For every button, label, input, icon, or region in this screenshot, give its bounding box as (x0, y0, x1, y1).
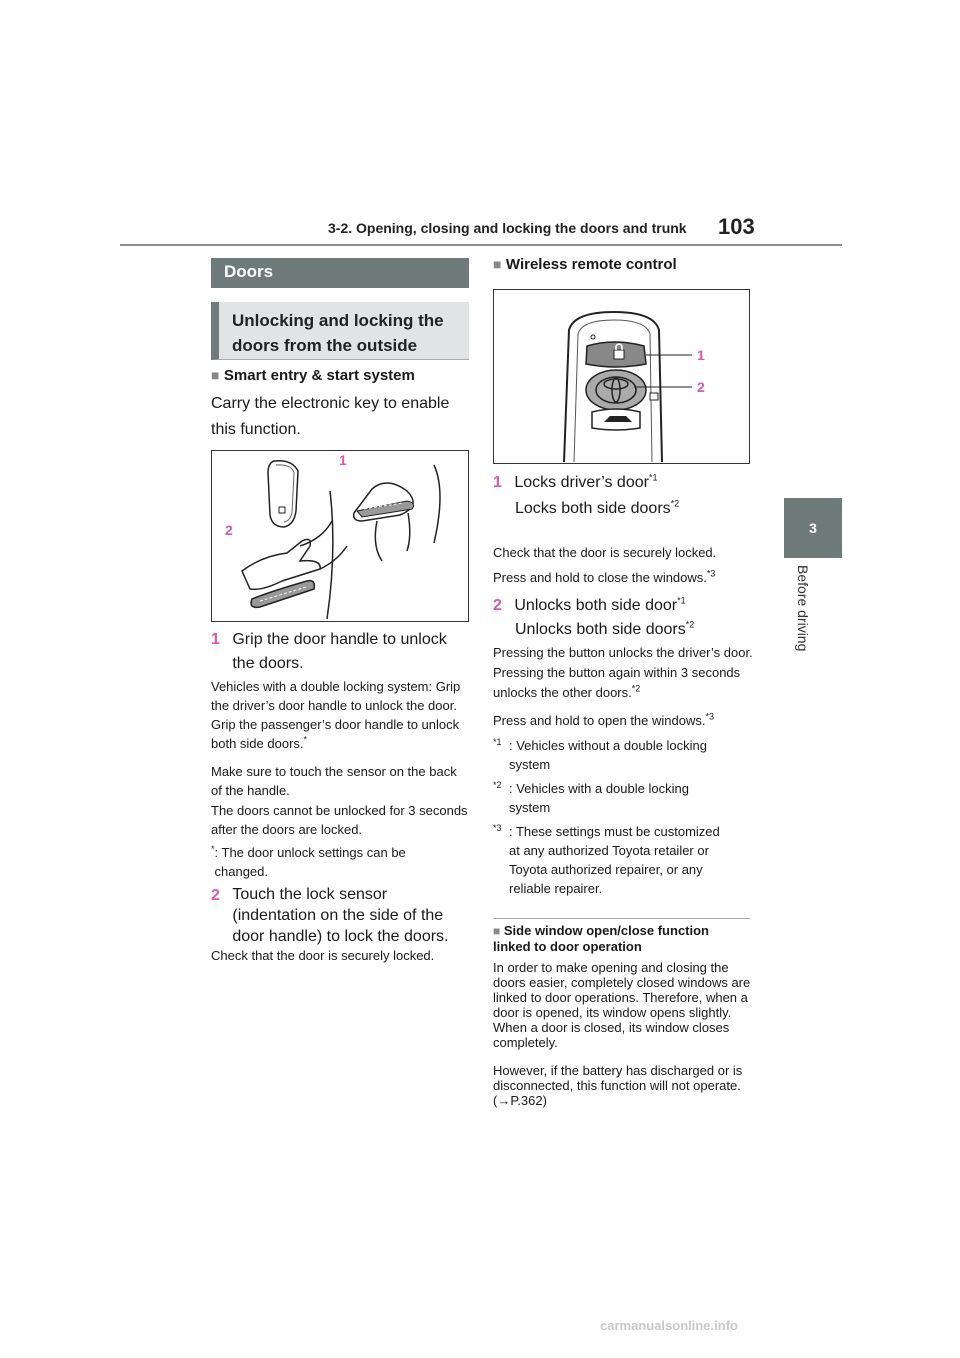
chapter-title: 3-2. Opening, closing and locking the doors and trunk (328, 220, 687, 236)
step-1 (211, 628, 471, 676)
figure-callout-1: 1 (339, 452, 347, 468)
remote-callout-2: 2 (697, 379, 705, 395)
step-2-text: Touch the lock sensor (indentation on the side of the door handle) to lock the doors. (232, 886, 449, 945)
remote-item-1: 1 Locks driver’s door$^{*1}$ Locks both side doors$^{*2}$ (493, 472, 680, 517)
remote-item-2: 2 Unlocks both side door$^{*1}$ Unlocks both side doors$^{*2}$ (493, 595, 695, 638)
header-divider (120, 244, 842, 246)
window-function-heading: ■ Side window open/close function linked to door operation (493, 923, 709, 954)
remote-item-1-note-1: Check that the door is securely locked. (493, 545, 717, 560)
smart-entry-intro: Carry the electronic key to enable this function. (211, 395, 450, 438)
wireless-key-drawing (494, 290, 749, 463)
window-function-para-1: In order to make opening and closing the doors easier, completely closed windows are linked to door operations. Therefore, when a door is opened, its window opens slightly. When a door is closed, its window closes completely. (493, 960, 751, 1050)
window-function-para-2: However, if the battery has discharged or is disconnected, this function will not operate. (→P.362) (493, 1063, 743, 1108)
step-1-note-3: The doors cannot be unlocked for 3 seconds after the doors are locked. (211, 803, 468, 837)
step-2-number: 2 (211, 887, 220, 904)
step-1-note-2: Make sure to touch the sensor on the back of the handle. (211, 764, 457, 798)
step-2-note: Check that the door is securely locked. (211, 948, 435, 963)
box-divider (493, 918, 750, 919)
step-2 (211, 884, 471, 947)
remote-item-2-note-1: Pressing the button unlocks the driver’s door. Pressing the button again within 3 seconds unlocks the other doors.$^{*2}$ (493, 645, 753, 700)
footnote-2: *2 : Vehicles with a double locking system (493, 780, 689, 815)
wireless-key-illustration (493, 289, 750, 464)
step-1-text: Grip the door handle to unlock the doors. (232, 631, 447, 672)
subsection-title: Unlocking and locking the doors from the outside (211, 302, 469, 360)
footnotes (493, 736, 748, 898)
step-1-note-1: Vehicles with a double locking system: Grip the driver’s door handle to unlock the door. Grip the passenger’s door handle to unlock both side doors.* (211, 679, 461, 751)
door-handle-drawing (212, 451, 468, 621)
square-bullet-icon: ■ (493, 924, 501, 938)
chapter-tab: 3 (784, 498, 842, 558)
remote-callout-1: 1 (697, 347, 705, 363)
door-handle-illustration (211, 450, 469, 622)
footnote-3: *3 : These settings must be customized at any authorized Toyota retailer or Toyota authorized repairer, or any reliable repairer. (493, 823, 720, 896)
watermark: carmanualsonline.info (600, 1318, 738, 1333)
remote-item-1-note-2: Press and hold to close the windows.$^{*3}$ (493, 568, 716, 585)
chapter-tab-label: Before driving (795, 565, 811, 652)
figure-callout-2: 2 (225, 522, 233, 538)
section-title: Doors (211, 258, 469, 288)
square-bullet-icon: ■ (493, 256, 502, 272)
remote-item-2-note-2: Press and hold to open the windows.$^{*3}$ (493, 711, 714, 728)
remote-heading: ■ Wireless remote control (493, 256, 677, 273)
page-number: 103 (718, 214, 755, 239)
step-1-number: 1 (211, 631, 220, 648)
step-1-footnote: * : The door unlock settings can be changed. (211, 844, 406, 879)
smart-entry-heading: ■ Smart entry & start system (211, 367, 415, 384)
square-bullet-icon: ■ (211, 367, 220, 383)
footnote-1: *1 : Vehicles without a double locking system (493, 737, 708, 772)
